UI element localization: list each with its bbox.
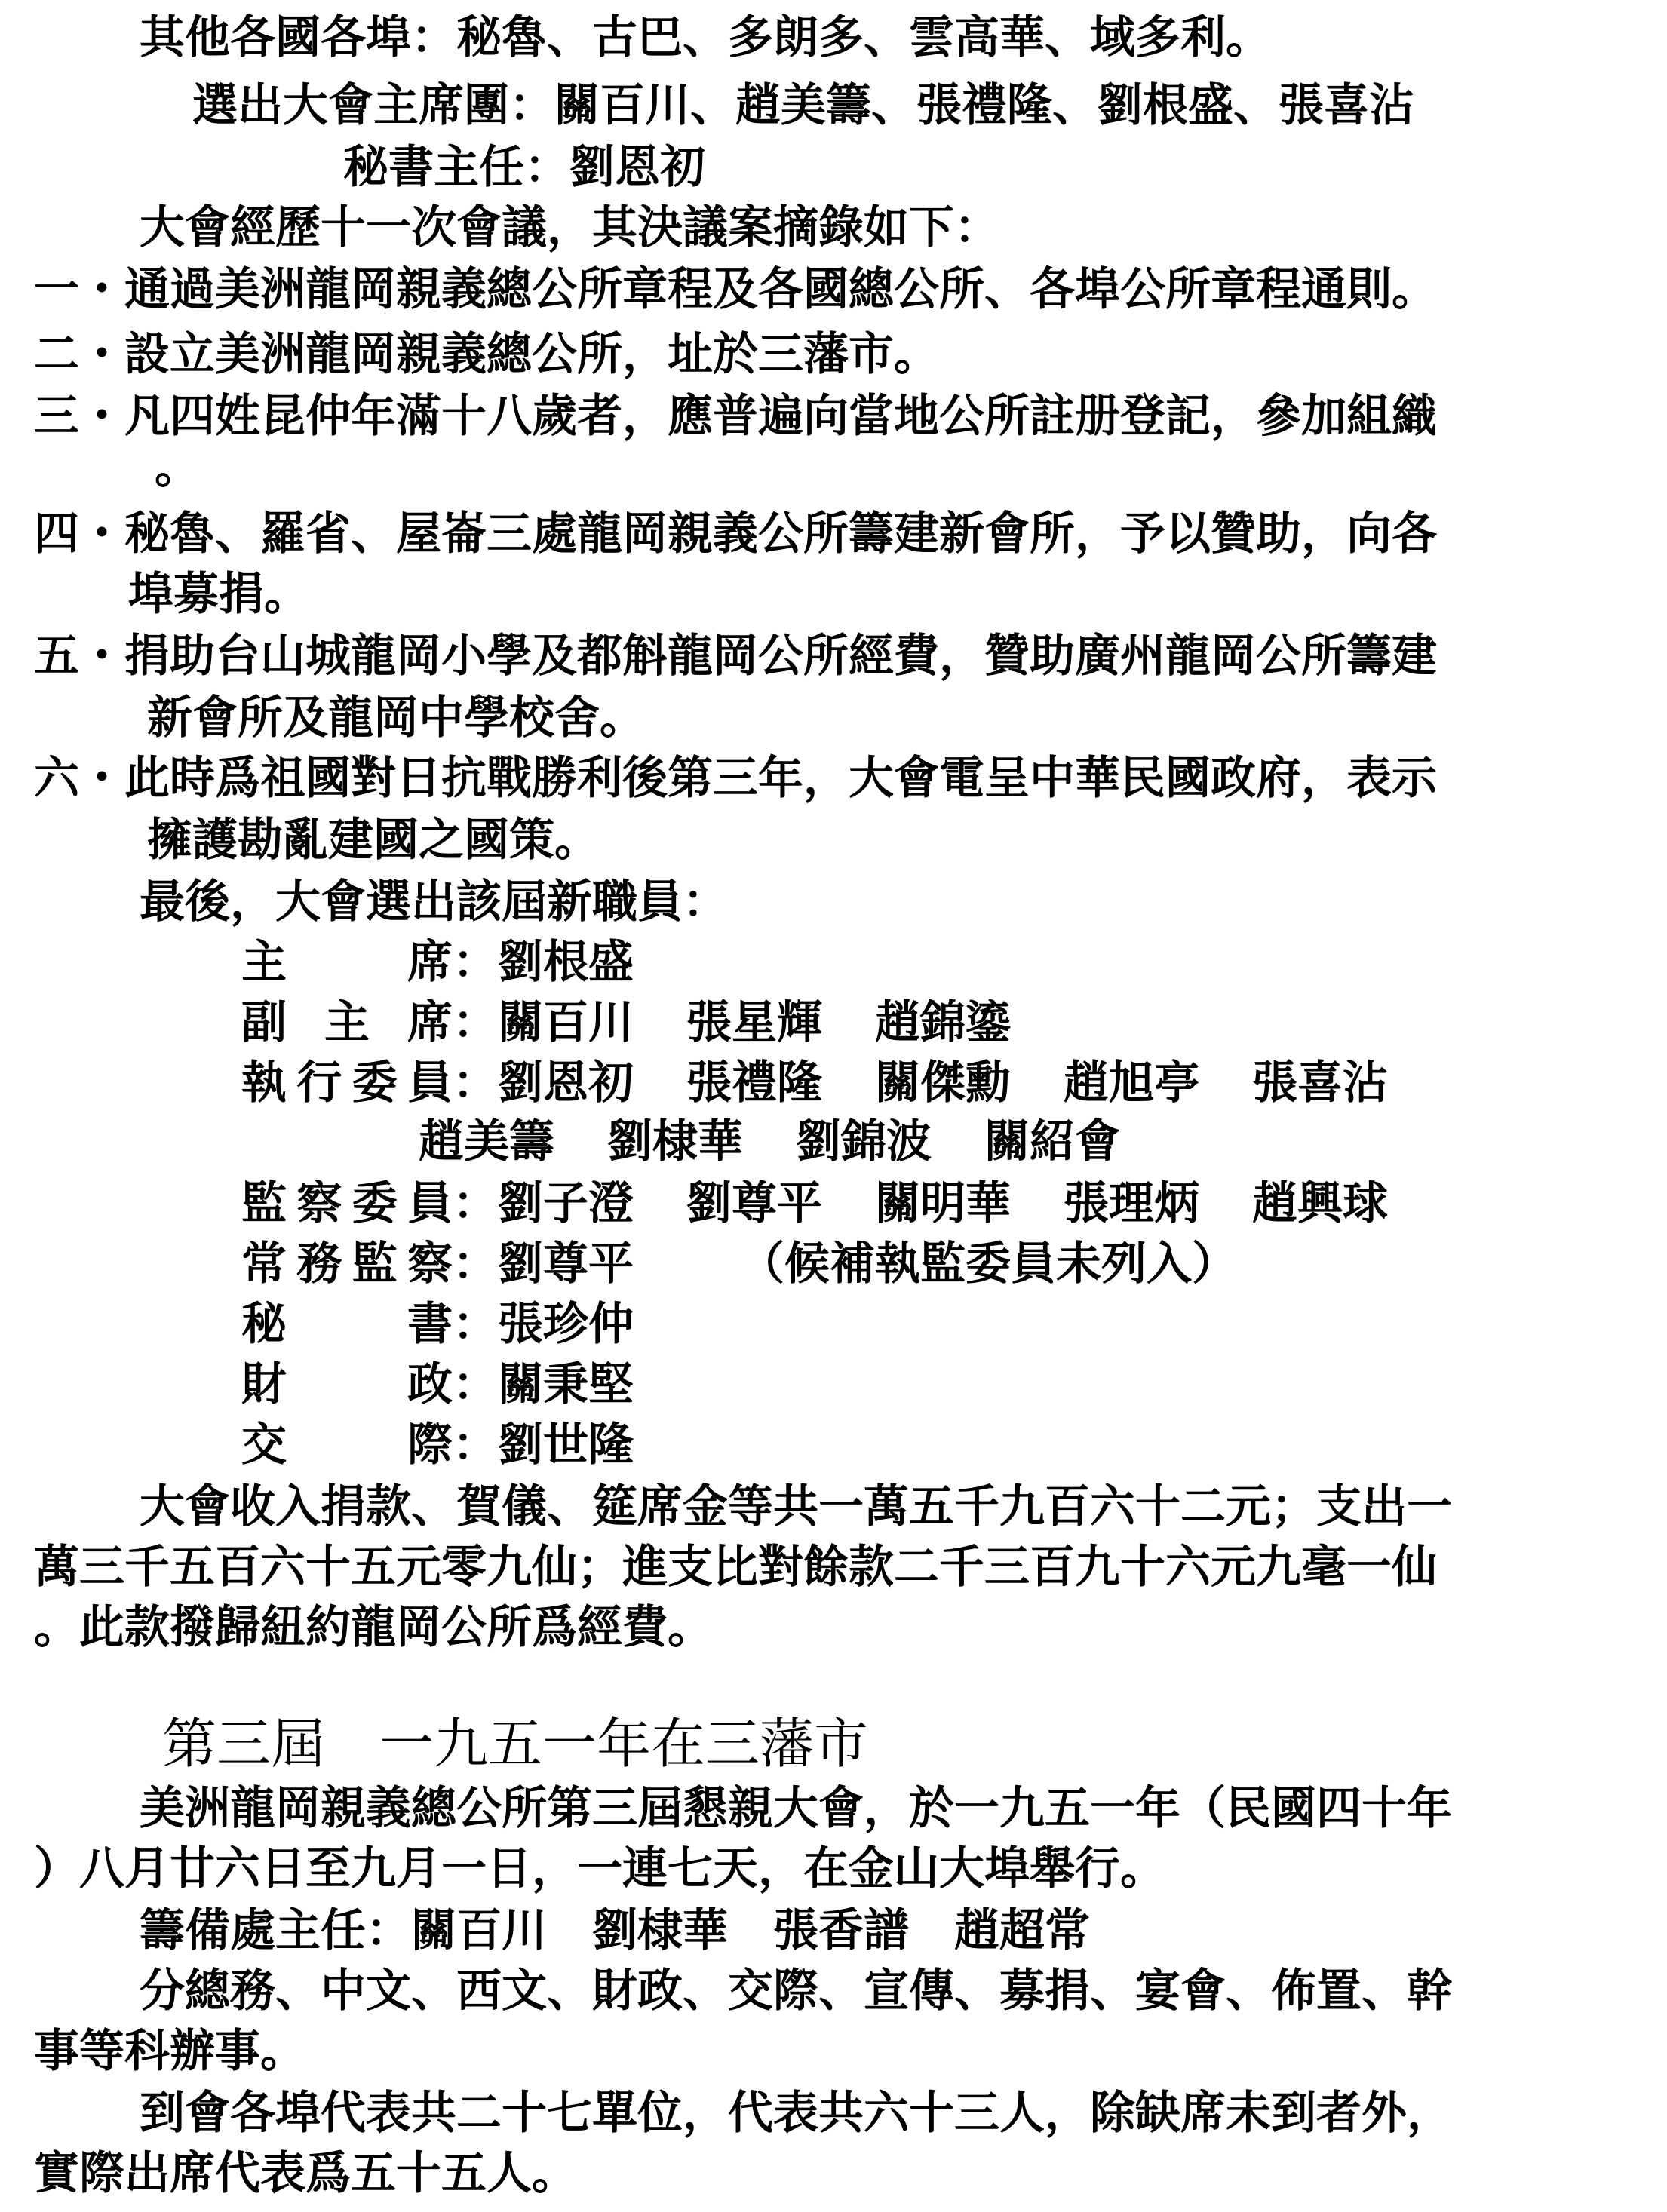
resolution-3-cont: 。	[155, 441, 200, 494]
resolution-number: 四・	[34, 508, 124, 560]
section3-p1-line-1: 美洲龍岡親義總公所第三屆懇親大會，於一九五一年（民國四十年	[140, 1782, 1452, 1835]
officer-role: 常務監察	[241, 1238, 453, 1290]
resolution-1	[34, 259, 1437, 320]
resolution-2	[34, 324, 939, 385]
resolution-text: 秘魯、羅省、屋崙三處龍岡親義公所籌建新會所，予以贊助，向各	[124, 508, 1437, 560]
officer-name: 趙美籌	[419, 1115, 554, 1168]
officer-name: 關秉堅	[498, 1358, 634, 1411]
resolution-number: 一・	[34, 263, 124, 316]
officer-name: 劉恩初	[498, 1057, 634, 1109]
resolution-4	[34, 504, 1437, 564]
officer-name: 張珍仲	[498, 1298, 634, 1351]
finance-line-2: 萬三千五百六十五元零九仙；進支比對餘款二千三百九十六元九毫一仙	[34, 1541, 1437, 1594]
officer-name: 劉尊平	[498, 1238, 634, 1290]
officer-supervisory: 監察委員：劉子澄 劉尊平 關明華 張理炳 趙興球	[241, 1173, 1441, 1234]
finance-line-3: 。此款撥歸紐約龍岡公所爲經費。	[34, 1601, 713, 1654]
resolution-6-cont: 擁護勘亂建國之國策。	[147, 814, 600, 867]
section3-p1-line-2: ）八月廿六日至九月一日，一連七天，在金山大埠舉行。	[34, 1842, 1165, 1895]
resolution-text: 通過美洲龍岡親義總公所章程及各國總公所、各埠公所章程通則。	[124, 263, 1437, 316]
officer-role: 秘書	[241, 1298, 453, 1351]
officer-name: 關百川	[498, 996, 634, 1049]
resolution-text: 設立美洲龍岡親義總公所，址於三藩市。	[124, 328, 939, 381]
officer-name: 劉子澄	[498, 1177, 634, 1230]
text-officers-intro: 最後，大會選出該屆新職員：	[140, 876, 728, 928]
officer-executive: 執行委員：劉恩初 張禮隆 關傑勳 趙旭亭 張喜沾	[241, 1053, 1441, 1113]
resolution-5	[34, 626, 1437, 686]
officer-name: 劉棣華	[607, 1115, 743, 1168]
resolution-text: 凡四姓昆仲年滿十八歲者，應普遍向當地公所註册登記，參加組織	[124, 390, 1437, 443]
resolution-number: 五・	[34, 630, 124, 683]
officer-executive-cont	[419, 1112, 1173, 1172]
section3-dept-line-1: 分總務、中文、西文、財政、交際、宣傳、募捐、宴會、佈置、幹	[140, 1965, 1452, 2017]
officer-name: 劉尊平	[686, 1177, 822, 1230]
officer-name: 張禮隆	[686, 1057, 822, 1109]
section3-prep: 籌備處主任：關百川 劉棣華 張香譜 趙超常	[140, 1904, 1090, 1957]
officer-role: 監察委員	[241, 1177, 453, 1230]
officer-name: 趙旭亭	[1064, 1057, 1199, 1109]
resolution-4-cont: 埠募捐。	[128, 568, 309, 621]
officer-name: 關明華	[875, 1177, 1011, 1230]
resolution-3	[34, 386, 1437, 446]
text-presidium: 選出大會主席團：關百川、趙美籌、張禮隆、劉根盛、張喜沾	[192, 79, 1414, 132]
officer-name: 關傑勳	[875, 1057, 1011, 1109]
officer-name: 張星輝	[686, 996, 822, 1049]
officer-name: 張理炳	[1064, 1177, 1199, 1230]
resolution-text: 捐助台山城龍岡小學及都斛龍岡公所經費，贊助廣州龍岡公所籌建	[124, 630, 1437, 683]
resolution-5-cont: 新會所及龍岡中學校舍。	[147, 692, 645, 744]
officer-finance: 財政：關秉堅	[241, 1355, 686, 1415]
officer-chair: 主席：劉根盛	[241, 932, 686, 992]
officer-name: 劉根盛	[498, 936, 634, 989]
resolution-number: 六・	[34, 752, 124, 805]
resolution-6	[34, 748, 1437, 808]
text-others: 其他各國各埠：秘魯、古巴、多朗多、雲高華、域多利。	[140, 11, 1271, 64]
officer-name: 劉世隆	[498, 1419, 634, 1471]
finance-line-1: 大會收入捐款、賀儀、筵席金等共一萬五千九百六十二元；支出一	[140, 1480, 1452, 1533]
officer-role: 主席	[241, 936, 453, 989]
section3-dept-line-2: 事等科辦事。	[34, 2025, 305, 2078]
text-intro: 大會經歷十一次會議，其決議案摘錄如下：	[140, 201, 999, 254]
officer-role: 副主席	[241, 996, 453, 1049]
officer-name: 劉錦波	[796, 1115, 932, 1168]
resolution-text: 此時爲祖國對日抗戰勝利後第三年，大會電呈中華民國政府，表示	[124, 752, 1437, 805]
resolution-number: 二・	[34, 328, 124, 381]
resolution-number: 三・	[34, 390, 124, 443]
section3-att-line-2: 實際出席代表爲五十五人。	[34, 2147, 577, 2200]
officer-name: 關紹會	[984, 1115, 1120, 1168]
officer-standing-supervisor: 常務監察：劉尊平 （候補執監委員未列入）	[241, 1234, 1237, 1294]
officer-role: 交際	[241, 1419, 453, 1471]
officer-communications: 交際：劉世隆	[241, 1415, 686, 1475]
section-heading: 第三屆 一九五一年在三藩市	[162, 1712, 869, 1775]
section3-att-line-1: 到會各埠代表共二十七單位，代表共六十三人，除缺席未到者外，	[140, 2087, 1452, 2140]
officer-name: 趙錦鎏	[875, 996, 1011, 1049]
officer-role: 執行委員	[241, 1057, 453, 1109]
officer-name: 張喜沾	[1252, 1057, 1388, 1109]
text-secretary-chief: 秘書主任：劉恩初	[343, 141, 705, 194]
officer-note: （候補執監委員未列入）	[739, 1238, 1237, 1290]
officer-role: 財政	[241, 1358, 453, 1411]
officer-secretary: 秘書：張珍仲	[241, 1294, 686, 1355]
officer-name: 趙興球	[1252, 1177, 1388, 1230]
officer-vice-chair: 副主席：關百川 張星輝 趙錦鎏	[241, 992, 1064, 1053]
